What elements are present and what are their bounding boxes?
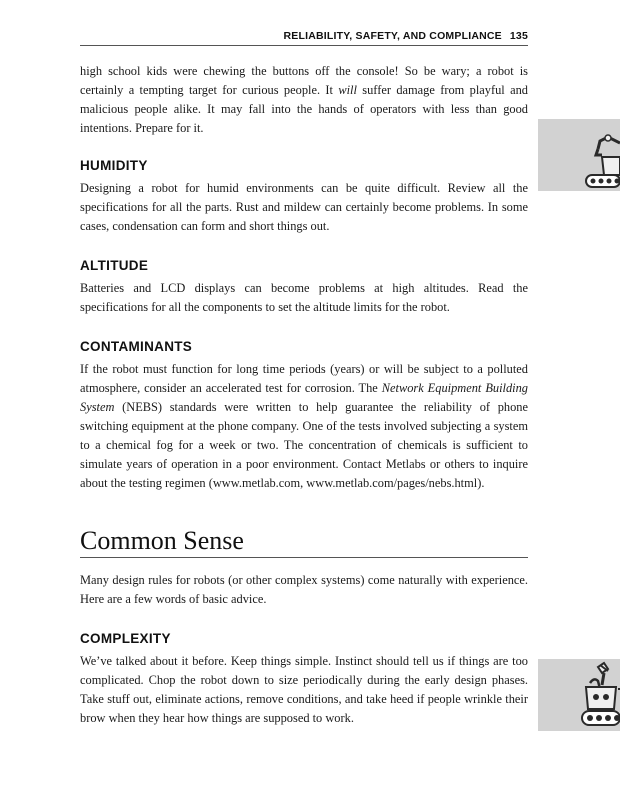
robot-arm-icon [538,119,620,191]
running-header [80,30,528,46]
nebs-emphasis: Network Equipment Building System [80,381,528,414]
page-content [80,62,528,728]
contaminants-heading: CONTAMINANTS [80,339,193,354]
running-title: RELIABILITY, SAFETY, AND COMPLIANCE [283,30,502,42]
intro-paragraph: high school kids were chewing the buttons off the console! So be wary; a robot is certainly a tempting target for curious people. It will suffer damage from playful and malicious people alike. It may fall into the hands of operators with less than good intentions. Prepare for it. [80,64,528,135]
complexity-heading: COMPLEXITY [80,631,171,646]
humidity-paragraph: Designing a robot for humid environments can be quite difficult. Review all the specifications for all the parts. Rust and mildew can certainly become problems. In some cases, condensation can form and short things out. [80,181,528,233]
robot-wrench-icon [538,659,620,731]
complexity-paragraph: We’ve talked about it before. Keep things simple. Instinct should tell us if things are too complicated. Chop the robot down to size periodically during the early design phases. Take stuff out, eliminate actions, remove conditions, and take heed if people wrinkle their brow when they hear how things are supposed to work. [80,654,528,725]
altitude-paragraph: Batteries and LCD displays can become problems at high altitudes. Read the specifications for all the components to set the altitude limits for the robot. [80,281,528,314]
margin-tab-bottom [538,659,620,731]
common-sense-paragraph: Many design rules for robots (or other complex systems) come naturally with experience. Here are a few words of basic advice. [80,573,528,606]
intro-emphasis: will [338,83,357,97]
altitude-heading: ALTITUDE [80,258,149,273]
humidity-heading: HUMIDITY [80,158,148,173]
common-sense-title: Common Sense [80,525,528,558]
margin-tab-top [538,119,620,191]
page-number: 135 [509,30,528,42]
contaminants-paragraph: If the robot must function for long time periods (years) or will be subject to a polluted atmosphere, consider an accelerated test for corrosion. The Network Equipment Building System (NEBS) standards were written to help guarantee the reliability of phone switching equipment at the phone company. One of the tests involved subjecting a system to a chemical fog for a week or two. The concentration of chemicals is sufficient to simulate years of operation in a poor environment. Contact Metlabs or others to inquire about the testing regimen (www.metlab.com, www.metlab.com/pages/nebs.html). [80,362,528,490]
